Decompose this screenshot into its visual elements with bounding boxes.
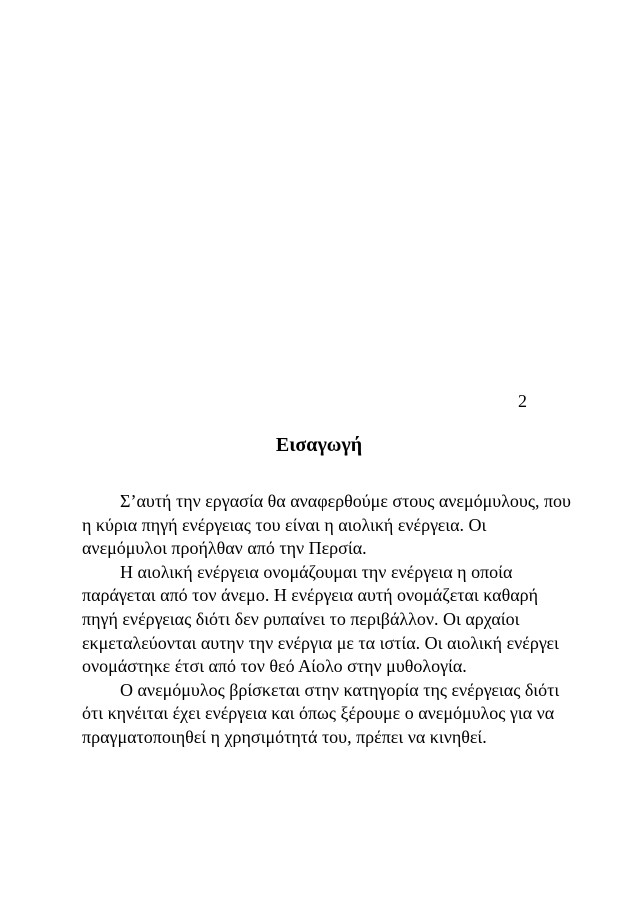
body-text xyxy=(82,490,572,750)
paragraph: Σ’αυτή την εργασία θα αναφερθούμε στους ανεμόμυλους, που η κύρια πηγή ενέργειας του είναι η αιολική ενέργεια. Οι ανεμόμυλοι προήλθαν από την Περσία. xyxy=(82,491,571,559)
page-title: Εισαγωγή xyxy=(275,434,363,456)
paragraph: Η αιολική ενέργεια ονομάζουμαι την ενέργεια η οποία παράγεται από τον άνεμο. Η ενέργεια αυτή ονομάζεται καθαρή πηγή ενέργειας διότι δεν ρυπαίνει το περιβάλλον. Οι αρχαίοι εκμεταλεύονται αυτην την ενέργια με τα ιστία. Οι αιολική ενέργει ονομάστηκε έτσι από τον θεό Αίολο στην μυθολογία. xyxy=(82,561,559,677)
page-number: 2 xyxy=(518,391,527,411)
paragraph: Ο ανεμόμυλος βρίσκεται στην κατηγορία της ενέργειας διότι ότι κηνέιται έχει ενέργεια και όπως ξέρουμε ο ανεμόμυλος για να πραγματοποιηθεί η χρησιμότητά του, πρέπει να κινηθεί. xyxy=(82,679,560,747)
